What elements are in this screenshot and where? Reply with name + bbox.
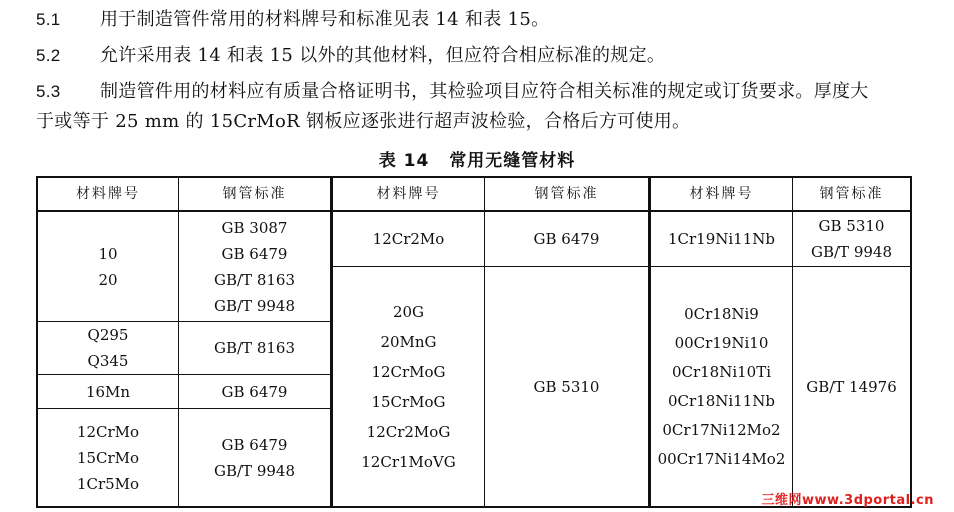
header-standard-3: 钢管标准 (819, 186, 884, 202)
clause-number: 5.2 (36, 46, 61, 65)
seamless-pipe-materials-table (36, 176, 912, 508)
grade: 12Cr2Mo (372, 230, 445, 248)
grade: 0Cr18Ni10Ti (671, 362, 772, 381)
grade: 12Cr1MoVG (361, 452, 456, 471)
clause-text: 用于制造管件常用的材料牌号和标准见表 14 和表 15。 (100, 9, 550, 30)
standard-cell (179, 409, 330, 506)
clause-text: 制造管件用的材料应有质量合格证明书，其检验项目应符合相关标准的规定或订货要求。厚度大 (100, 81, 869, 102)
table-caption (0, 146, 954, 171)
grade: 12Cr2MoG (366, 422, 451, 441)
grade-cell (38, 409, 178, 506)
standard: GB/T 9948 (213, 461, 295, 480)
border-right (910, 176, 912, 508)
grade: 1Cr5Mo (76, 474, 140, 493)
standard: GB/T 8163 (213, 339, 295, 357)
clause-number: 5.1 (36, 10, 61, 29)
grade: 00Cr17Ni14Mo2 (657, 449, 786, 468)
grade-cell (333, 212, 484, 266)
standard: GB/T 8163 (213, 270, 295, 289)
standard: GB 6479 (221, 244, 288, 263)
grade-cell (333, 267, 484, 506)
clause-5-1 (36, 8, 549, 32)
grade: Q295 (87, 326, 129, 344)
header-grade-1: 材料牌号 (76, 186, 140, 202)
grade: 0Cr18Ni9 (684, 304, 759, 323)
grade: 20G (392, 302, 425, 321)
standard-cell (179, 212, 330, 321)
standard: GB/T 9948 (213, 296, 295, 315)
standard: GB 5310 (818, 217, 885, 235)
grade: 1Cr19Ni11Nb (667, 230, 775, 248)
standard-cell (793, 212, 910, 266)
standard: GB 5310 (533, 377, 600, 396)
header-grade-3: 材料牌号 (689, 186, 754, 202)
clause-5-3-continued (36, 110, 690, 134)
standard: GB/T 14976 (806, 377, 897, 396)
header-standard-1: 钢管标准 (222, 186, 287, 202)
standard-cell (485, 267, 648, 506)
grade: 20MnG (380, 332, 437, 351)
standard-cell (793, 267, 910, 506)
standard-cell (179, 375, 330, 408)
grade: 0Cr18Ni11Nb (667, 391, 775, 410)
grade: 10 (98, 244, 118, 263)
grade: 20 (98, 270, 118, 289)
clause-5-3 (36, 80, 869, 104)
clause-number: 5.3 (36, 82, 61, 101)
grade-cell (651, 267, 792, 506)
standard: GB 6479 (221, 382, 288, 401)
clause-text: 于或等于 25 mm 的 15CrMoR 钢板应逐张进行超声波检验，合格后方可使用。 (36, 111, 691, 132)
clause-text: 允许采用表 14 和表 15 以外的其他材料，但应符合相应标准的规定。 (100, 45, 666, 66)
grade: 12CrMo (76, 422, 140, 441)
standard: GB 6479 (533, 230, 600, 248)
grade-cell (38, 375, 178, 408)
table-label: 表 14 (378, 151, 430, 171)
standard: GB 3087 (221, 218, 288, 237)
standard: GB/T 9948 (810, 243, 892, 261)
grade: 0Cr17Ni12Mo2 (662, 420, 781, 439)
header-grade-2: 材料牌号 (376, 186, 441, 202)
grade: 15CrMo (76, 448, 140, 467)
header-standard-2: 钢管标准 (534, 186, 599, 202)
grade: 12CrMoG (371, 362, 446, 381)
table-title: 常用无缝管材料 (449, 151, 576, 171)
grade: Q345 (87, 352, 129, 370)
standard: GB 6479 (221, 435, 288, 454)
clause-5-2 (36, 44, 665, 68)
grade: 00Cr19Ni10 (674, 333, 769, 352)
grade-cell (38, 212, 178, 321)
grade-cell (651, 212, 792, 266)
grade: 16Mn (85, 382, 131, 401)
site-watermark: 三维网www.3dportal.cn (761, 493, 934, 508)
standard-cell (179, 322, 330, 374)
grade: 15CrMoG (371, 392, 446, 411)
standard-cell (485, 212, 648, 266)
grade-cell (38, 322, 178, 374)
